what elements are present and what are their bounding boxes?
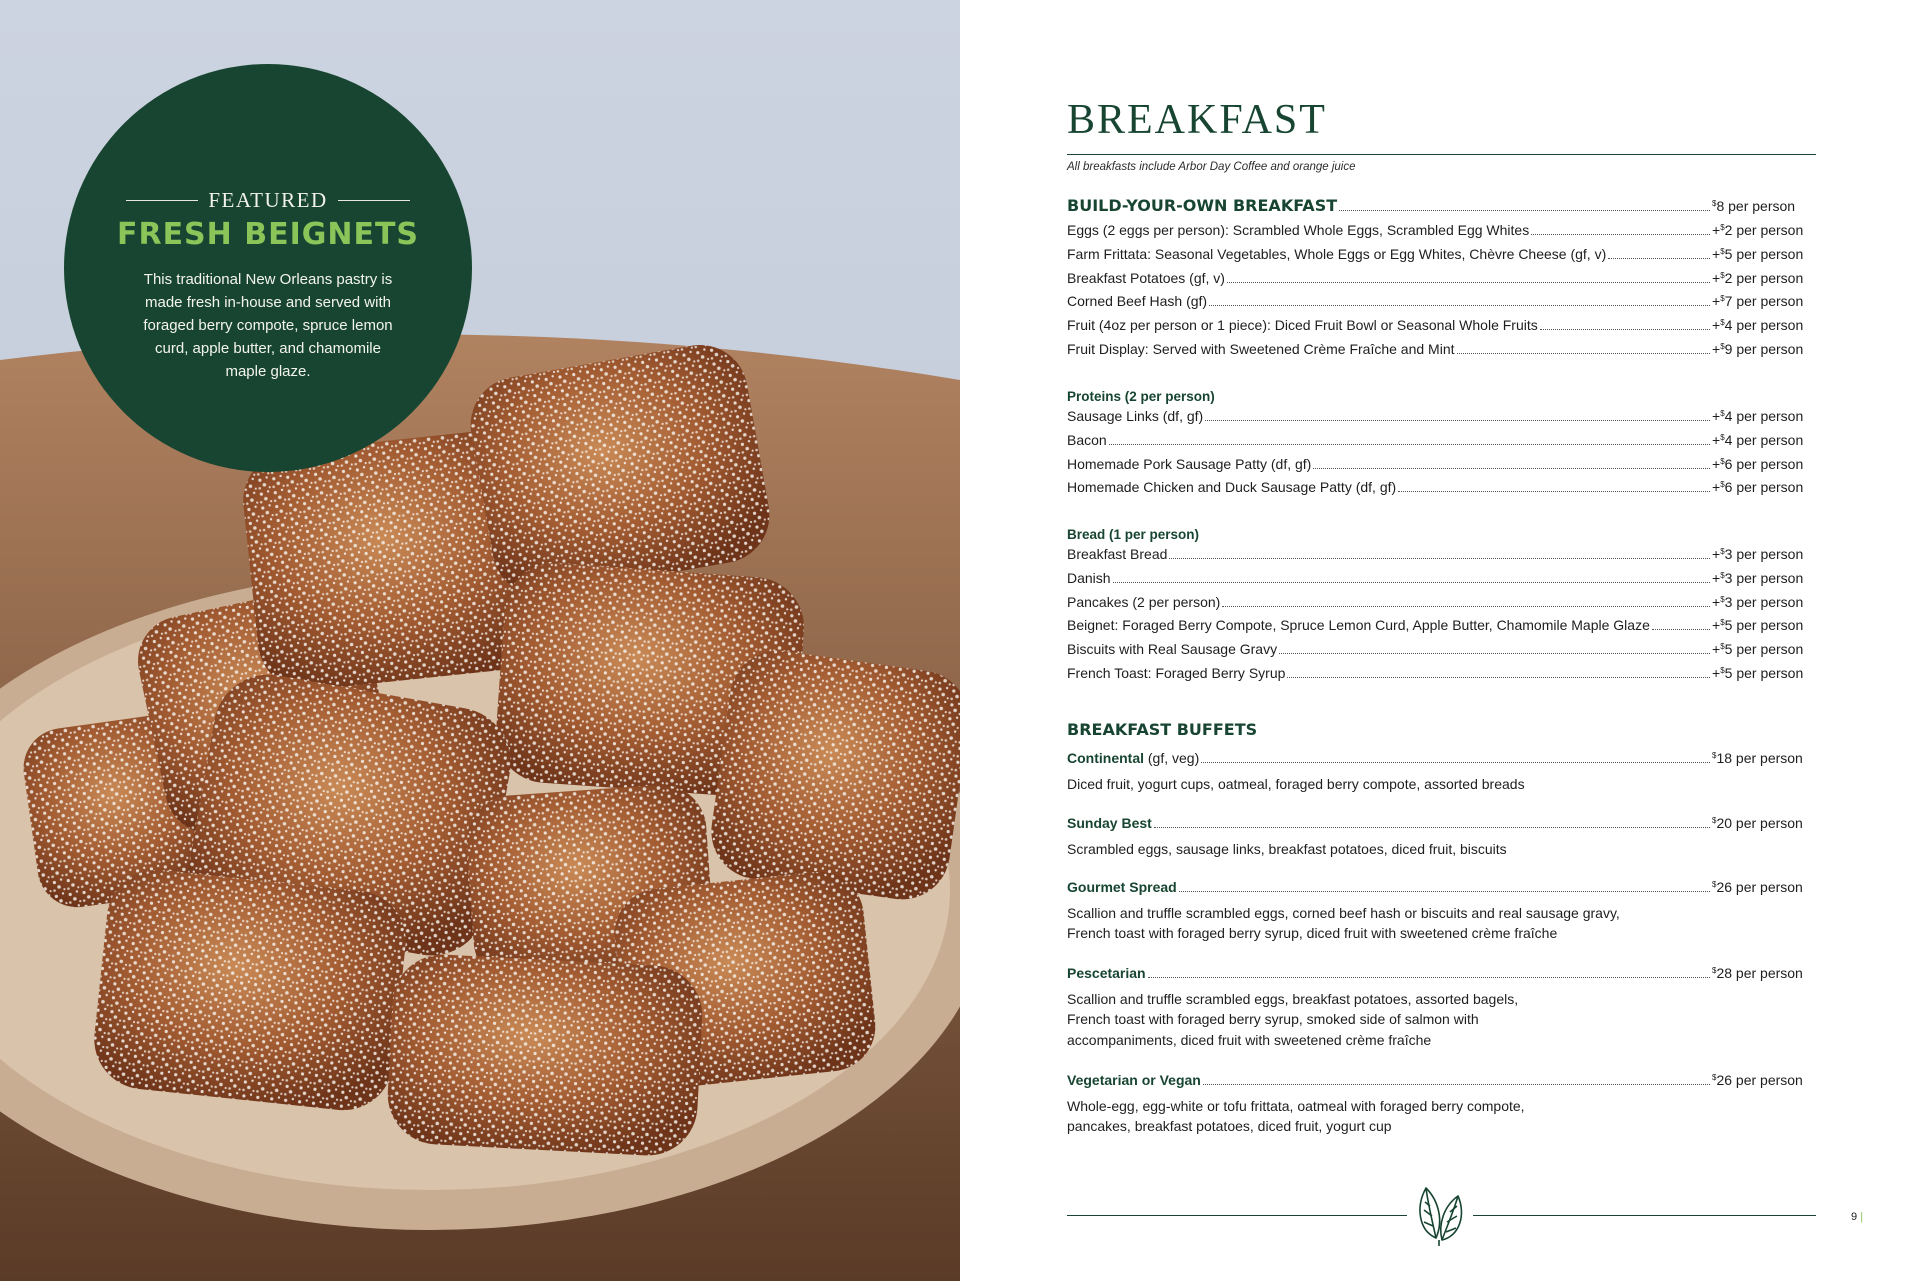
buffet-header-row <box>1067 815 1816 839</box>
buffet-name: Pescetarian <box>1067 965 1146 981</box>
buffet-description-line: Whole-egg, egg-white or tofu frittata, oatmeal with foraged berry compote, <box>1067 1097 1525 1114</box>
page-title: BREAKFAST <box>1067 97 1327 143</box>
item-price: +$4 per person <box>1712 317 1804 334</box>
item-price: +$3 per person <box>1712 569 1804 586</box>
item-name: Fruit (4oz per person or 1 piece): Diced Fruit Bowl or Seasonal Whole Fruits <box>1067 317 1538 334</box>
dot-leader <box>1227 282 1710 283</box>
dot-leader <box>1287 677 1710 678</box>
item-price: +$3 per person <box>1712 546 1804 562</box>
buffet-header-row <box>1067 879 1816 903</box>
item-name: Danish <box>1067 569 1111 586</box>
dot-leader <box>1457 353 1711 354</box>
item-name: Farm Frittata: Seasonal Vegetables, Whole Eggs or Egg Whites, Chèvre Cheese (gf, v) <box>1067 245 1607 262</box>
buffet-price: $20 per person <box>1712 815 1803 831</box>
footer-rule-left <box>1067 1215 1407 1216</box>
item-name: Homemade Pork Sausage Patty (df, gf) <box>1067 455 1312 472</box>
dot-leader <box>1169 558 1710 559</box>
item-name: Fruit Display: Served with Sweetened Crème Fraîche and Mint <box>1067 340 1455 357</box>
buffet-description-line: Scallion and truffle scrambled eggs, breakfast potatoes, assorted bagels, <box>1067 990 1519 1007</box>
buffet-description-line: Diced fruit, yogurt cups, oatmeal, foraged berry compote, assorted breads <box>1067 775 1525 792</box>
menu-item-row <box>1067 246 1816 270</box>
item-name: Biscuits with Real Sausage Gravy <box>1067 641 1278 658</box>
section-title: BUILD-YOUR-OWN BREAKFAST <box>1067 196 1338 215</box>
dot-leader <box>1531 234 1710 235</box>
item-name: French Toast: Foraged Berry Syrup <box>1067 664 1286 681</box>
item-name: Corned Beef Hash (gf) <box>1067 293 1208 310</box>
buffets-section-title: BREAKFAST BUFFETS <box>1067 720 1258 739</box>
item-name: Pancakes (2 per person) <box>1067 593 1221 610</box>
menu-item-row <box>1067 479 1816 503</box>
page-number-bar: | <box>1860 1211 1864 1223</box>
item-price: +$9 per person <box>1712 340 1804 357</box>
buffet-description-line: French toast with foraged berry syrup, diced fruit with sweetened crème fraîche <box>1067 925 1558 942</box>
proteins-section <box>1067 385 1816 503</box>
item-name: Breakfast Bread <box>1067 546 1168 562</box>
menu-item-row <box>1067 546 1816 570</box>
buffet-option <box>1067 879 1816 944</box>
item-price: +$2 per person <box>1712 269 1804 286</box>
buffet-description-line: accompaniments, diced fruit with sweetened crème fraîche <box>1067 1031 1432 1048</box>
menu-item-row <box>1067 641 1816 665</box>
menu-item-row <box>1067 456 1816 480</box>
dot-leader <box>1109 444 1710 445</box>
menu-item-row <box>1067 293 1816 317</box>
item-price: +$6 per person <box>1712 455 1804 472</box>
menu-item-row <box>1067 617 1816 641</box>
page-number-value: 9 <box>1851 1211 1858 1223</box>
buffet-description-line: pancakes, breakfast potatoes, diced fruit, yogurt cup <box>1067 1118 1392 1135</box>
buffet-header-row <box>1067 965 1816 989</box>
item-name: Sausage Links (df, gf) <box>1067 408 1204 424</box>
item-price: +$3 per person <box>1712 593 1804 610</box>
dot-leader <box>1222 606 1710 607</box>
item-price: +$7 per person <box>1712 293 1804 310</box>
bread-section <box>1067 523 1816 689</box>
buffet-name: Sunday Best <box>1067 815 1152 831</box>
dot-leader <box>1179 891 1710 892</box>
buffet-name: Vegetarian or Vegan <box>1067 1072 1201 1088</box>
featured-callout <box>64 64 472 472</box>
buffet-dietary-tag: (gf, veg) <box>1144 750 1200 766</box>
featured-kicker <box>64 188 472 213</box>
item-price: +$2 per person <box>1712 222 1804 238</box>
buffet-header-row <box>1067 750 1816 774</box>
item-price: +$5 per person <box>1712 245 1804 262</box>
leaf-icon <box>1412 1180 1468 1246</box>
menu-item-row <box>1067 432 1816 456</box>
item-name: Bacon <box>1067 431 1107 448</box>
dot-leader <box>1279 653 1710 654</box>
menu-item-row <box>1067 317 1816 341</box>
sub-section-title: Proteins (2 per person) <box>1067 389 1215 404</box>
item-price: +$6 per person <box>1712 479 1804 496</box>
kicker-text: FEATURED <box>208 188 328 212</box>
menu-item-row <box>1067 570 1816 594</box>
item-price: +$5 per person <box>1712 617 1804 634</box>
featured-title: FRESH BEIGNETS <box>116 217 420 252</box>
dot-leader <box>1652 629 1710 630</box>
buffet-price: $28 per person <box>1712 965 1803 981</box>
buffet-option <box>1067 1072 1816 1137</box>
buffet-header-row <box>1067 1072 1816 1096</box>
dot-leader <box>1398 491 1710 492</box>
dot-leader <box>1205 420 1710 421</box>
dot-leader <box>1313 468 1710 469</box>
menu-section-header <box>1067 196 1816 222</box>
buffet-option <box>1067 965 1816 1050</box>
kicker-rule-left <box>126 200 198 201</box>
buffet-option <box>1067 815 1816 859</box>
dot-leader <box>1148 977 1710 978</box>
footer-rule-right <box>1473 1215 1816 1216</box>
item-name: Eggs (2 eggs per person): Scrambled Whole Eggs, Scrambled Egg Whites <box>1067 222 1530 238</box>
dot-leader <box>1540 329 1710 330</box>
title-divider <box>1067 154 1816 155</box>
dot-leader <box>1154 827 1710 828</box>
item-name: Breakfast Potatoes (gf, v) <box>1067 269 1225 286</box>
menu-item-row <box>1067 222 1816 246</box>
featured-description: This traditional New Orleans pastry is made fresh in-house and served with foraged berry compote, spruce lemon curd, apple butter, and chamomile maple glaze. <box>143 271 393 380</box>
build-your-own-section <box>1067 196 1816 365</box>
buffet-description-line: Scrambled eggs, sausage links, breakfast potatoes, diced fruit, biscuits <box>1067 840 1507 857</box>
menu-item-row <box>1067 341 1816 365</box>
sub-section-title: Bread (1 per person) <box>1067 527 1200 542</box>
page-number <box>1851 1211 1863 1223</box>
buffet-description-line: Scallion and truffle scrambled eggs, corned beef hash or biscuits and real sausage gravy, <box>1067 904 1620 921</box>
dot-leader <box>1608 258 1710 259</box>
buffet-price: $26 per person <box>1712 1072 1803 1088</box>
buffet-price: $26 per person <box>1712 879 1803 895</box>
buffet-description-line: French toast with foraged berry syrup, smoked side of salmon with <box>1067 1011 1479 1028</box>
dot-leader <box>1113 582 1710 583</box>
item-price: +$4 per person <box>1712 408 1804 424</box>
item-price: +$5 per person <box>1712 664 1804 681</box>
buffet-name: Continental (gf, veg) <box>1067 750 1200 766</box>
item-price: +$4 per person <box>1712 431 1804 448</box>
item-name: Beignet: Foraged Berry Compote, Spruce Lemon Curd, Apple Butter, Chamomile Maple Glaze <box>1067 617 1650 634</box>
dot-leader <box>1339 210 1710 211</box>
menu-item-row <box>1067 408 1816 432</box>
price: $8 per person <box>1712 198 1796 214</box>
buffet-option <box>1067 750 1816 794</box>
item-name: Homemade Chicken and Duck Sausage Patty (df, gf) <box>1067 479 1397 496</box>
menu-item-row <box>1067 665 1816 689</box>
buffet-price: $18 per person <box>1712 750 1803 766</box>
menu-item-row <box>1067 270 1816 294</box>
menu-page <box>960 0 1921 1281</box>
buffet-name: Gourmet Spread <box>1067 879 1177 895</box>
page-note: All breakfasts include Arbor Day Coffee and orange juice <box>1067 161 1356 173</box>
dot-leader <box>1201 762 1710 763</box>
dot-leader <box>1203 1084 1710 1085</box>
dot-leader <box>1209 305 1710 306</box>
beignets-photo <box>0 0 960 1281</box>
item-price: +$5 per person <box>1712 641 1804 658</box>
kicker-rule-right <box>338 200 410 201</box>
menu-item-row <box>1067 594 1816 618</box>
